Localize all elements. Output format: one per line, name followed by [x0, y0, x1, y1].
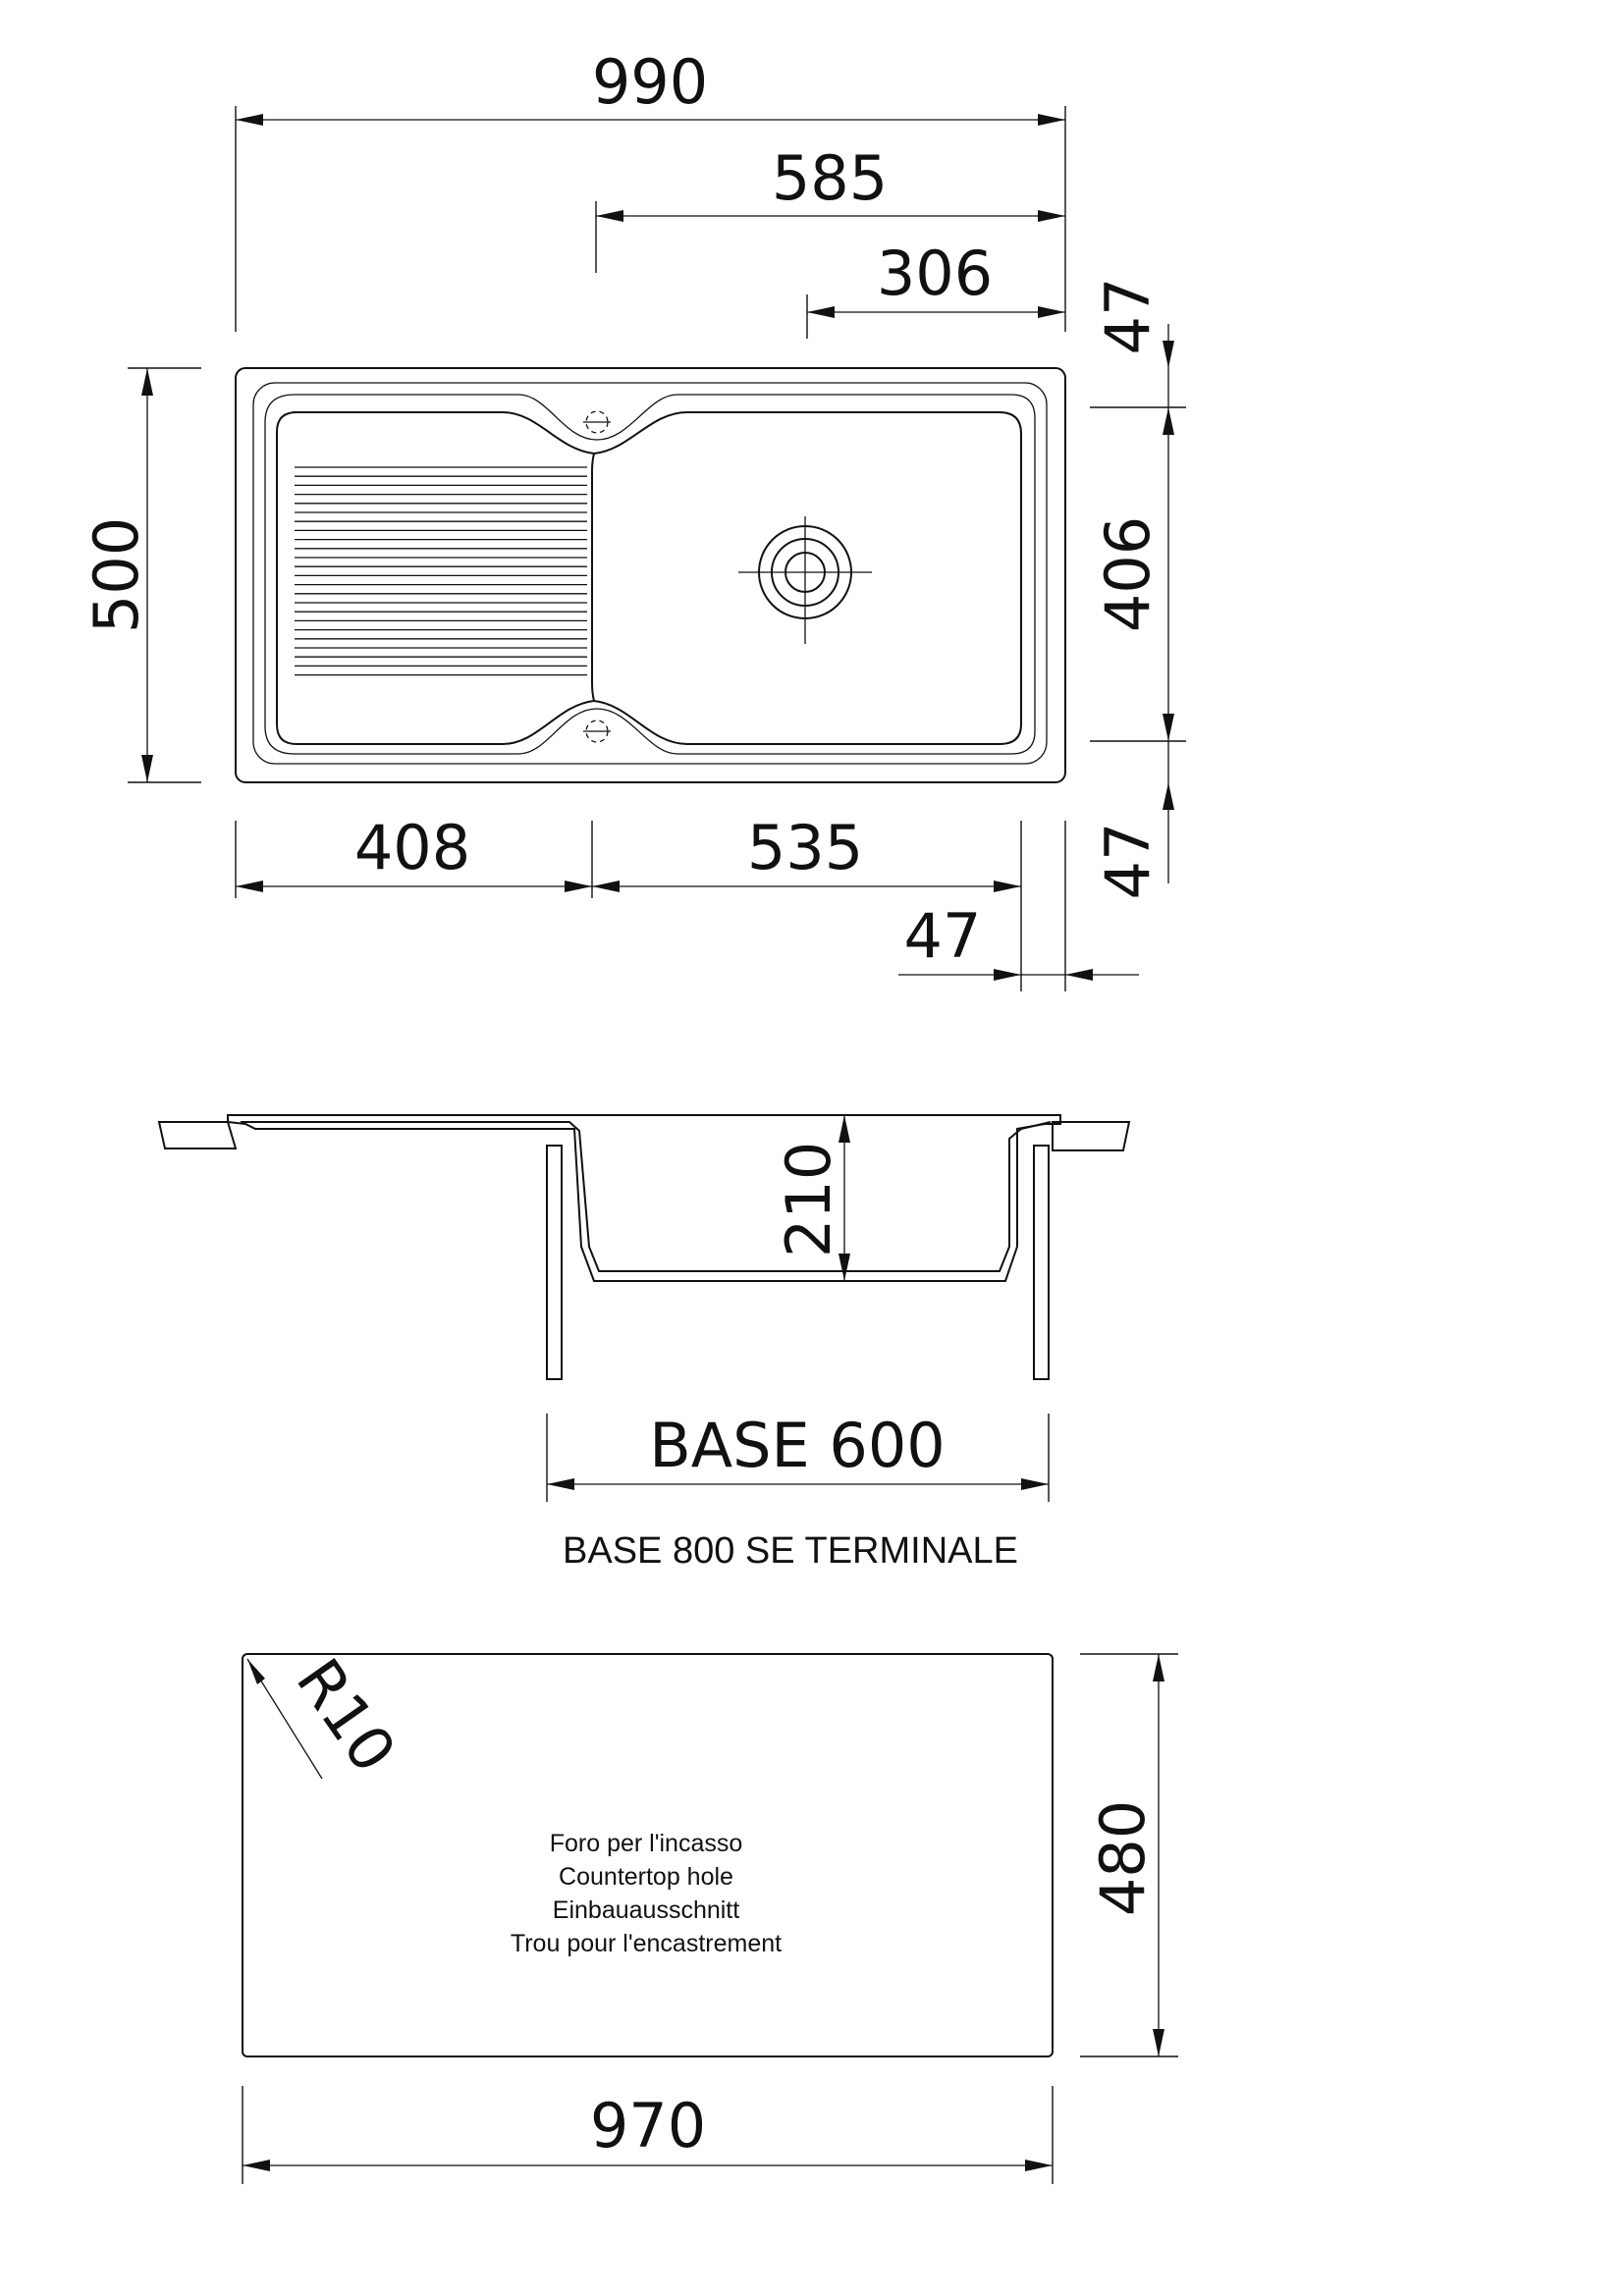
cutout-label-en: Countertop hole: [559, 1863, 733, 1891]
cutout-label-it: Foro per l'incasso: [549, 1830, 743, 1857]
countertop-left: [159, 1122, 236, 1148]
dim-47-bottom-label: 47: [1092, 822, 1163, 900]
dim-47-right-label: 47: [903, 900, 982, 972]
cutout-label-de: Einbauausschnitt: [552, 1896, 740, 1924]
dim-210-label: 210: [773, 1141, 844, 1258]
base-800-note: BASE 800 SE TERMINALE: [563, 1530, 1018, 1572]
sink-profile-outer: [228, 1115, 1060, 1281]
dim-500-label: 500: [81, 516, 152, 634]
cabinet-wall-left: [547, 1146, 562, 1379]
dim-585-label: 585: [771, 142, 889, 214]
cabinet-wall-right: [1034, 1146, 1049, 1379]
bowl-edge: [592, 454, 594, 701]
dim-480-label: 480: [1087, 1799, 1159, 1917]
cutout-view: [243, 1646, 1178, 2184]
sink-profile-inner: [241, 1122, 1051, 1271]
dim-base-600-label: BASE 600: [649, 1410, 946, 1481]
top-view: [81, 46, 1186, 991]
dim-r10-label: R10: [282, 1645, 410, 1786]
deck-outline: [265, 395, 1035, 754]
dim-408-label: 408: [353, 812, 471, 883]
dim-306-label: 306: [876, 238, 994, 309]
countertop-right: [1053, 1122, 1129, 1150]
drainer-ribs: [295, 467, 587, 675]
inner-outline: [277, 412, 1021, 744]
sink-rim: [253, 383, 1047, 764]
dim-535-label: 535: [746, 812, 864, 883]
dim-990-label: 990: [591, 46, 709, 118]
section-view: [159, 1115, 1129, 1572]
dim-970-label: 970: [589, 2090, 707, 2162]
dim-47-top-label: 47: [1092, 277, 1163, 355]
cutout-label-fr: Trou pour l'encastrement: [510, 1930, 783, 1957]
dim-406-label: 406: [1092, 515, 1163, 633]
